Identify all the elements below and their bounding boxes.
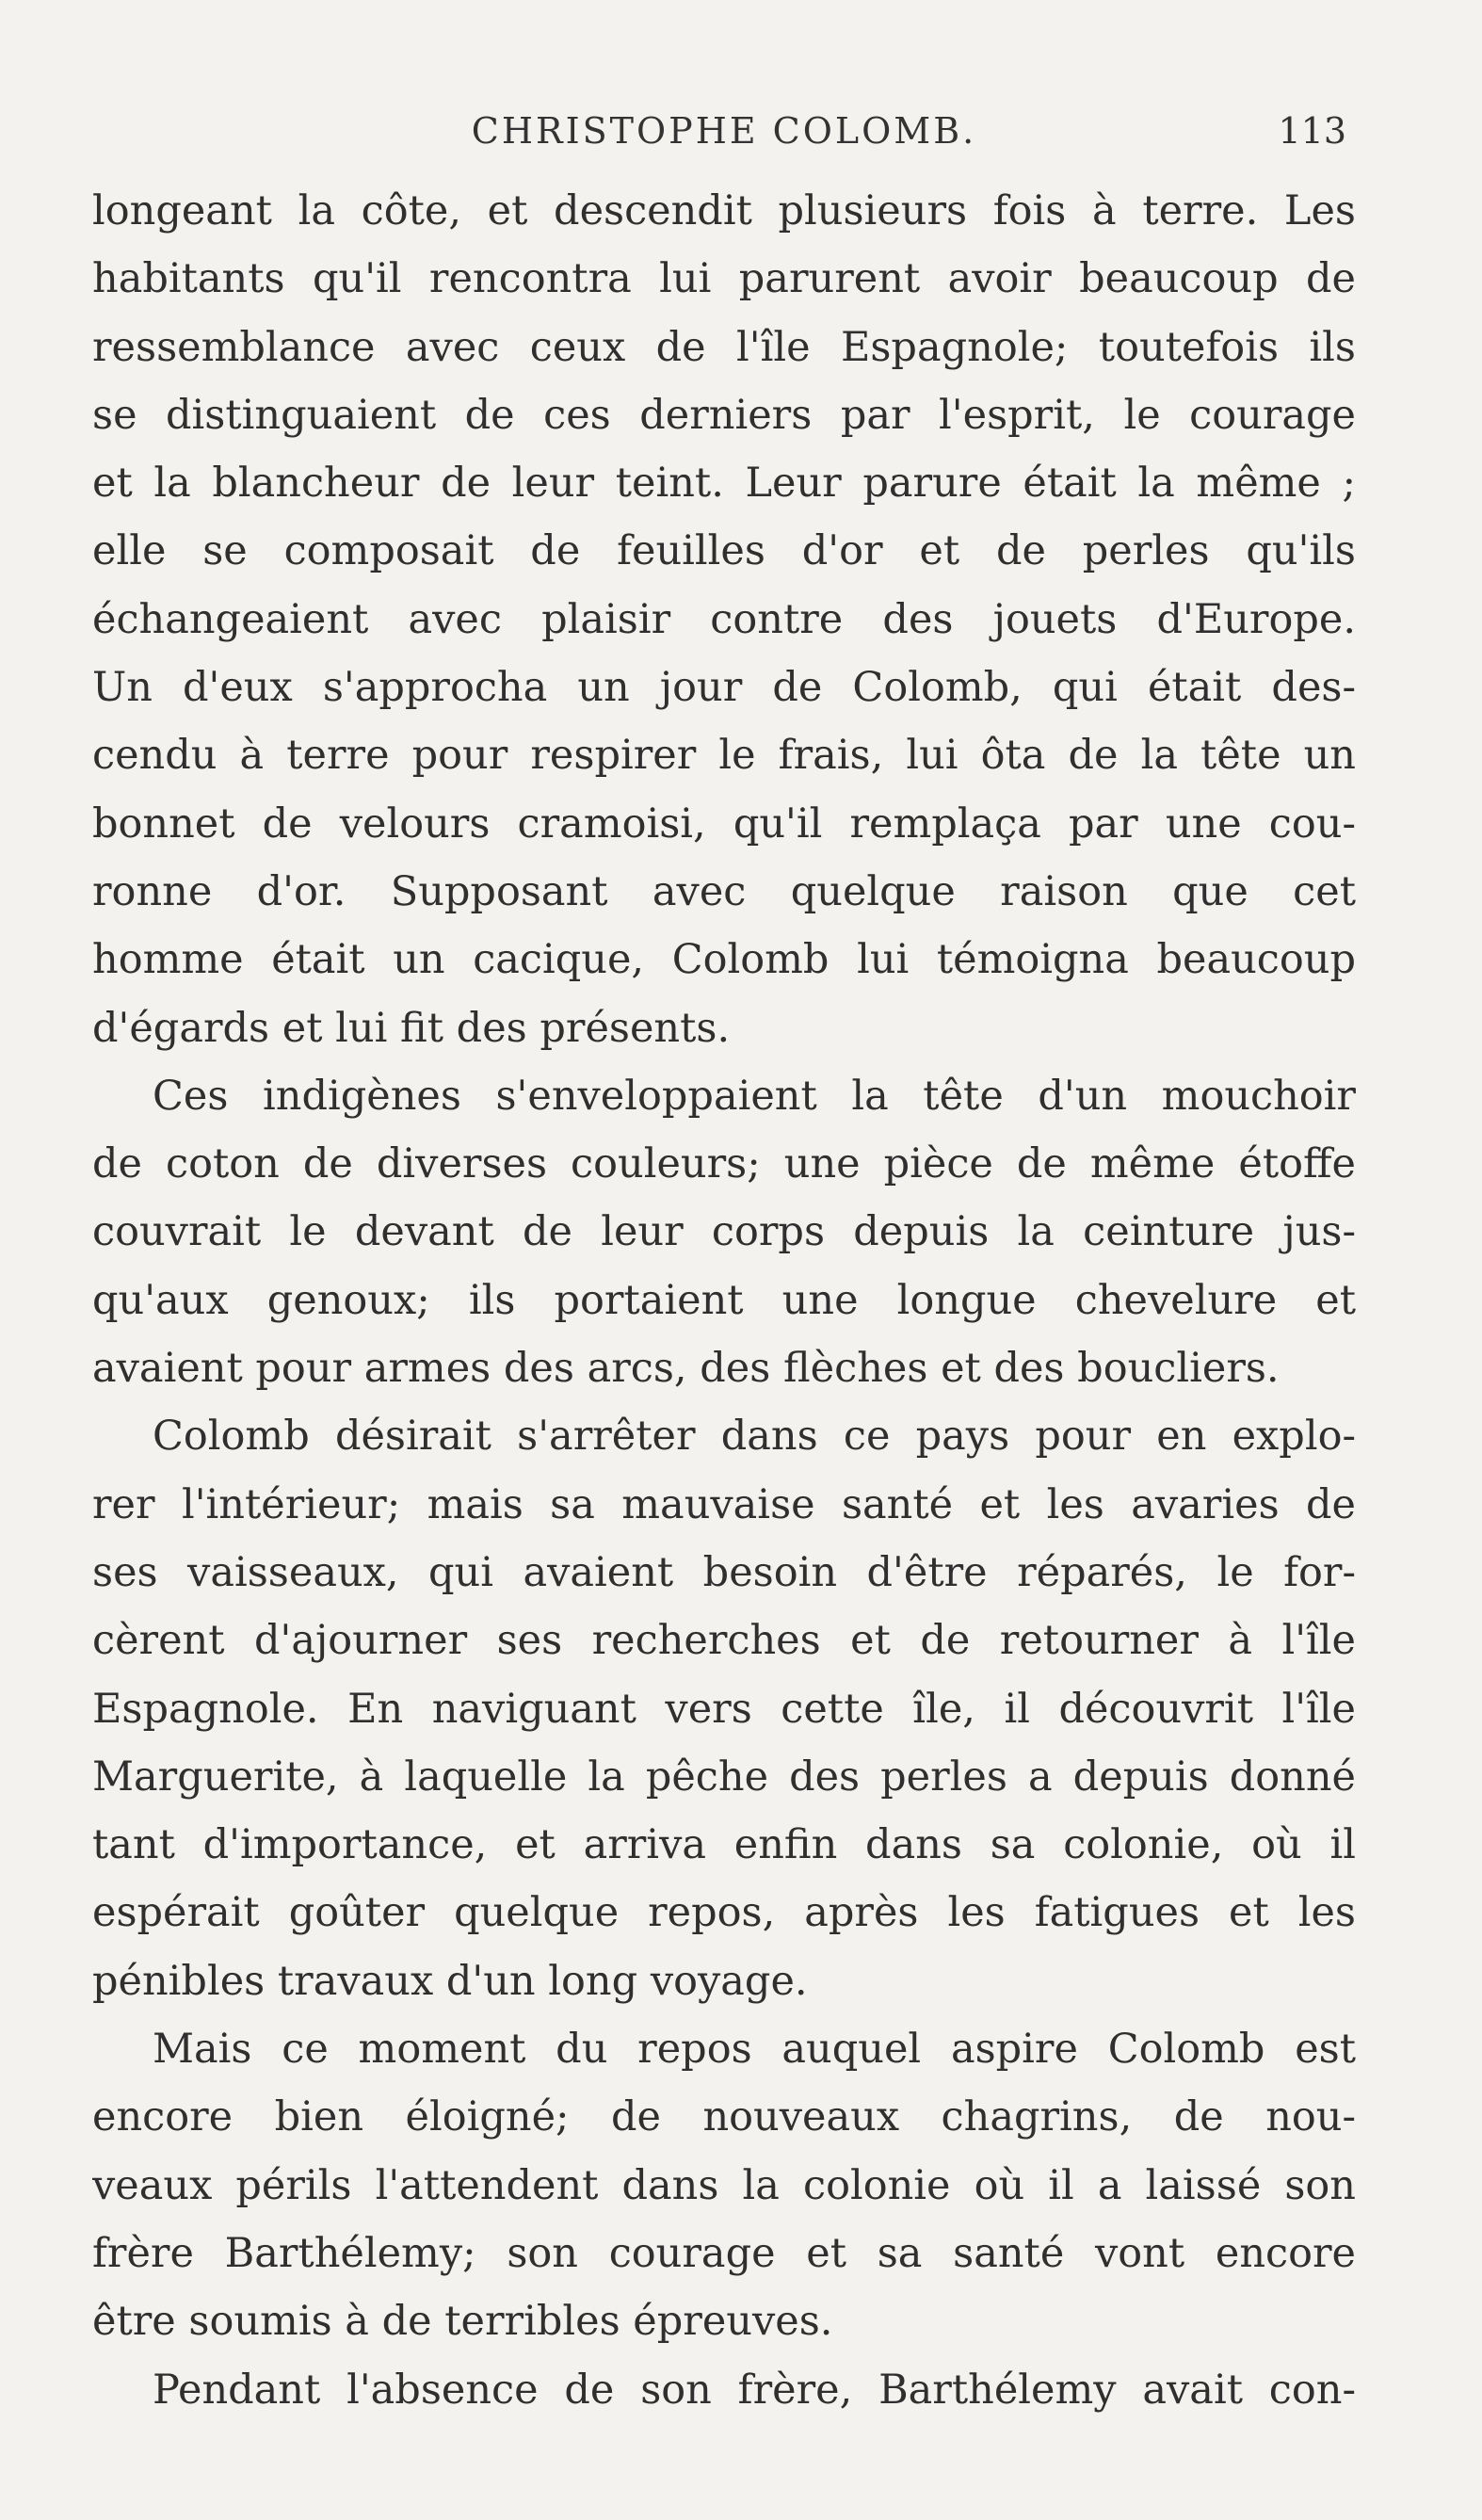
text-line: encore bien éloigné; de nouveaux chagrins, de nou- [92, 2093, 1356, 2141]
text-line: et la blancheur de leur teint. Leur parure était la même ; [92, 460, 1356, 508]
text-line: elle se composait de feuilles d'or et de perles qu'ils [92, 527, 1356, 575]
text-line: Espagnole. En naviguant vers cette île, il découvrit l'île [92, 1685, 1356, 1733]
text-line: Ces indigènes s'enveloppaient la tête d'un mouchoir [153, 1072, 1356, 1120]
text-line: cendu à terre pour respirer le frais, lui ôta de la tête un [92, 732, 1356, 780]
body-text [92, 177, 1356, 2424]
text-line: homme était un cacique, Colomb lui témoigna beaucoup [92, 936, 1356, 984]
text-line: échangeaient avec plaisir contre des jouets d'Europe. [92, 595, 1356, 643]
text-line: Colomb désirait s'arrêter dans ce pays pour en explo- [153, 1413, 1356, 1461]
text-line: cèrent d'ajourner ses recherches et de retourner à l'île [92, 1617, 1356, 1665]
text-line: veaux périls l'attendent dans la colonie où il a laissé son [92, 2161, 1356, 2209]
text-line: être soumis à de terribles épreuves. [92, 2298, 833, 2346]
text-line: ressemblance avec ceux de l'île Espagnole; toutefois ils [92, 323, 1356, 371]
text-line: se distinguaient de ces derniers par l'esprit, le courage [92, 391, 1356, 439]
text-line: couvrait le devant de leur corps depuis la ceinture jus- [92, 1208, 1356, 1256]
page-number: 113 [1278, 110, 1346, 152]
text-line: tant d'importance, et arriva enfin dans sa colonie, où il [92, 1821, 1356, 1869]
text-line: de coton de diverses couleurs; une pièce de même étoffe [92, 1140, 1356, 1188]
text-line: bonnet de velours cramoisi, qu'il remplaça par une cou- [92, 800, 1356, 848]
text-line: Pendant l'absence de son frère, Barthélemy avait con- [153, 2366, 1356, 2414]
text-line: d'égards et lui fit des présents. [92, 1004, 731, 1052]
text-line: longeant la côte, et descendit plusieurs fois à terre. Les [92, 187, 1356, 234]
text-line: avaient pour armes des arcs, des flèches et des boucliers. [92, 1345, 1280, 1393]
text-line: frère Barthélemy; son courage et sa santé vont encore [92, 2229, 1356, 2277]
running-head-title: CHRISTOPHE COLOMB. [471, 110, 977, 152]
text-line: ronne d'or. Supposant avec quelque raison que cet [92, 867, 1356, 915]
text-line: Mais ce moment du repos auquel aspire Colomb est [153, 2026, 1356, 2074]
text-line: qu'aux genoux; ils portaient une longue chevelure et [92, 1276, 1356, 1324]
text-line: habitants qu'il rencontra lui parurent avoir beaucoup de [92, 255, 1356, 303]
text-line: Marguerite, à laquelle la pêche des perles a depuis donné [92, 1753, 1356, 1801]
text-line: ses vaisseaux, qui avaient besoin d'être réparés, le for- [92, 1548, 1356, 1596]
text-line: pénibles travaux d'un long voyage. [92, 1957, 808, 2005]
text-line: rer l'intérieur; mais sa mauvaise santé et les avaries de [92, 1480, 1356, 1528]
running-head [92, 105, 1356, 156]
text-line: Un d'eux s'approcha un jour de Colomb, qui était des- [92, 664, 1356, 712]
text-line: espérait goûter quelque repos, après les fatigues et les [92, 1889, 1356, 1937]
